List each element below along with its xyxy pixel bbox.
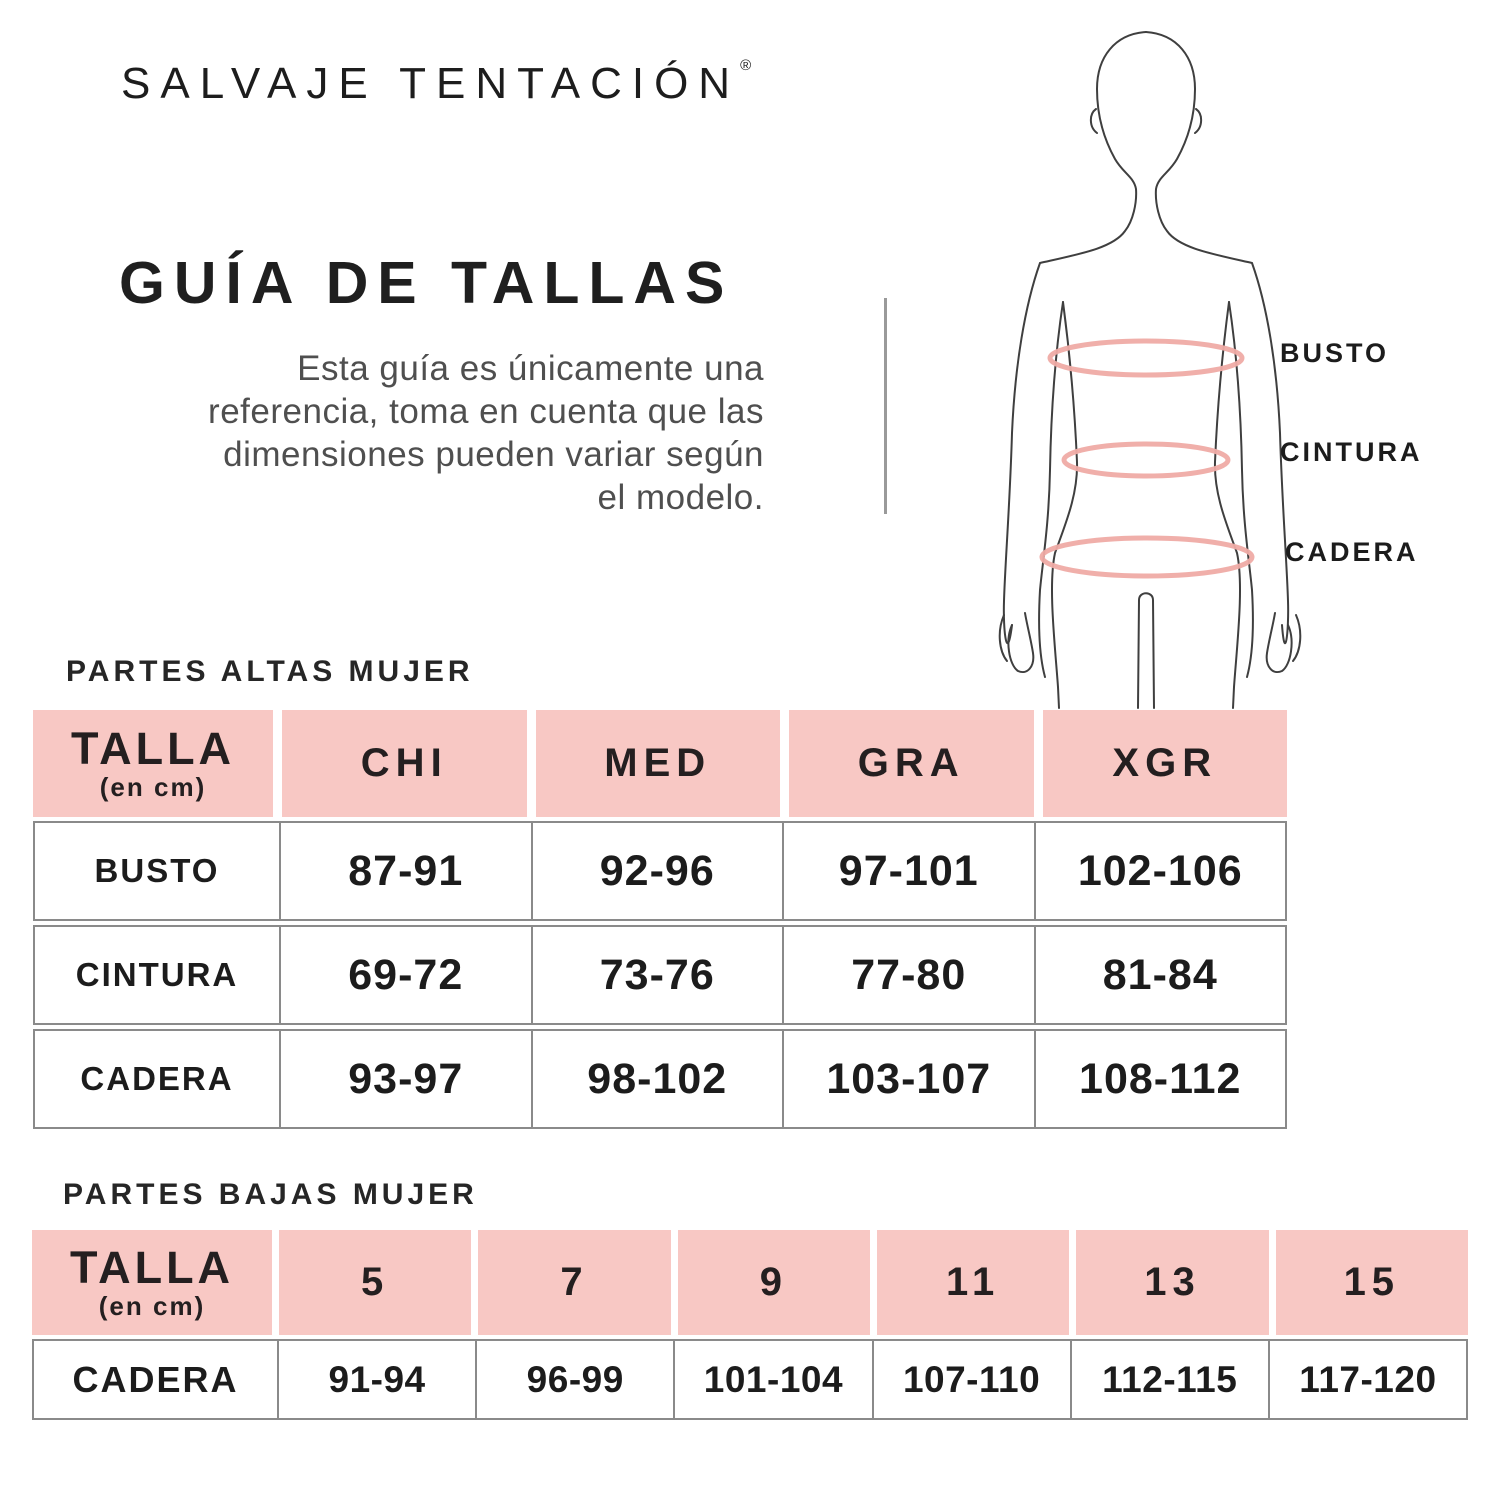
description-line: referencia, toma en cuenta que las [208,392,764,431]
size-label: MED [604,741,712,785]
figure-label-hip: CADERA [1285,537,1419,567]
talla-unit: (en cm) [99,771,207,802]
figure-outline-left [1004,32,1146,643]
measure-cell: 117-120 [1268,1341,1466,1418]
description-line: dimensiones pueden variar según [223,435,764,474]
row-label: CINTURA [75,956,239,993]
description-line: Esta guía es únicamente una [297,349,764,388]
table-row [32,1339,1468,1420]
header-cell-size [789,710,1034,817]
talla-label: TALLA [69,1241,235,1293]
measure-cell: 97-101 [782,823,1034,919]
measure-cell: 93-97 [279,1031,531,1127]
header-cell-size [279,1230,471,1335]
header-cell-size [877,1230,1069,1335]
talla-unit: (en cm) [98,1290,206,1321]
figure-label-waist: CINTURA [1280,437,1423,467]
registered-trademark-symbol: ® [740,57,752,74]
table-row [33,925,1287,1025]
measure-cell: 77-80 [782,927,1034,1023]
figure-thumb-right [1293,615,1300,661]
measure-cell: 98-102 [531,1031,783,1127]
brand-name: SALVAJE TENTACIÓN [121,59,741,108]
description-line: el modelo. [597,478,764,517]
body-figure-illustration [985,25,1315,710]
figure-leg-gap [1138,593,1154,708]
header-cell-size [1043,710,1288,817]
measure-cell: 81-84 [1034,927,1286,1023]
table-header-row [32,1230,1468,1335]
size-label: 15 [1343,1260,1401,1304]
lower-body-size-table [32,1230,1468,1420]
measure-cell: 87-91 [279,823,531,919]
measure-cell: 103-107 [782,1031,1034,1127]
header-cell-size [536,710,781,817]
section-heading-lower: PARTES BAJAS MUJER [63,1178,478,1211]
measure-cell: 96-99 [475,1341,673,1418]
page-title: GUÍA DE TALLAS [119,250,734,316]
size-label: 9 [759,1260,788,1304]
figure-ear-right [1195,109,1201,133]
size-label: XGR [1112,741,1218,785]
measure-cell: 102-106 [1034,823,1286,919]
header-cell-talla [32,1230,272,1335]
measure-cell: 73-76 [531,927,783,1023]
size-label: 13 [1144,1260,1201,1304]
measure-cell: 69-72 [279,927,531,1023]
row-label: CADERA [80,1060,234,1097]
section-heading-upper: PARTES ALTAS MUJER [66,655,474,688]
header-cell-talla [33,710,273,817]
header-cell-size [282,710,527,817]
figure-ear-left [1091,109,1097,133]
figure-outline-right [1146,32,1288,643]
table-row [33,1029,1287,1129]
vertical-divider [884,298,887,514]
measure-cell: 107-110 [872,1341,1070,1418]
measure-cell: 101-104 [673,1341,871,1418]
figure-hand-left [1008,613,1033,672]
figure-label-bust: BUSTO [1280,338,1390,368]
header-cell-size [678,1230,870,1335]
row-label: BUSTO [94,852,220,889]
upper-body-size-table [33,710,1287,1129]
header-cell-size [1076,1230,1268,1335]
table-header-row [33,710,1287,817]
header-cell-size [478,1230,670,1335]
measure-cell: 92-96 [531,823,783,919]
row-label: CADERA [72,1358,239,1400]
measure-cell: 91-94 [277,1341,475,1418]
size-label: GRA [857,741,965,785]
size-label: CHI [360,741,448,785]
waist-measurement-ellipse [1064,444,1228,476]
bust-measurement-ellipse [1050,341,1242,375]
measure-cell: 112-115 [1070,1341,1268,1418]
hip-measurement-ellipse [1042,538,1252,576]
talla-label: TALLA [70,722,236,774]
brand-logo [121,57,751,109]
size-label: 11 [946,1260,1001,1304]
size-label: 5 [361,1260,390,1304]
measure-cell: 108-112 [1034,1031,1286,1127]
size-label: 7 [560,1260,589,1304]
guide-description [80,347,764,519]
header-cell-size [1276,1230,1468,1335]
table-row [33,821,1287,921]
